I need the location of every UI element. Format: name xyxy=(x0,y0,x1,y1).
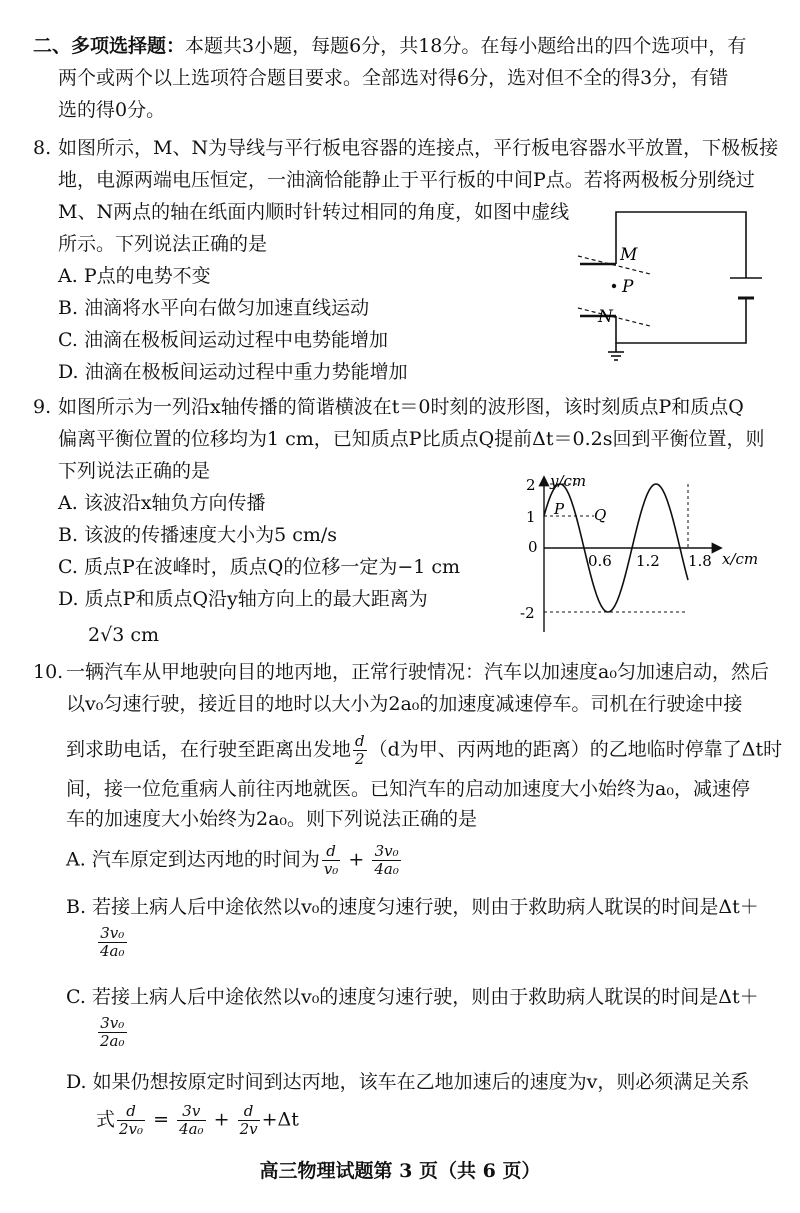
operator: = xyxy=(153,1108,170,1131)
option-text: 该波沿x轴负方向传播 xyxy=(83,492,266,514)
section-intro-line3: 选的得0分。 xyxy=(58,99,166,121)
q9-stem-line3: 下列说法正确的是 xyxy=(58,460,211,482)
frac-den: 4a₀ xyxy=(179,1120,204,1138)
frac-den: 2v xyxy=(239,1120,258,1138)
option-text: 汽车原定到达丙地的时间为 xyxy=(91,848,320,871)
capacitor-circuit-figure xyxy=(570,198,770,368)
q10-stem-line2: 以v₀匀速行驶，接近目的地时以大小为2a₀的加速度减速停车。司机在行驶途中接 xyxy=(66,693,743,715)
fraction xyxy=(98,1015,127,1050)
option-text: 质点P和质点Q沿y轴方向上的最大距离为 xyxy=(84,588,428,610)
q10-stem-line5: 车的加速度大小始终为2a₀。则下列说法正确的是 xyxy=(66,808,478,830)
origin-label: 0 xyxy=(528,538,538,556)
fraction xyxy=(117,1103,145,1138)
bottom-wire xyxy=(616,298,746,343)
q8-option-a xyxy=(58,262,211,291)
option-text: 该波的传播速度大小为5 cm/s xyxy=(84,524,338,546)
frac-num: d xyxy=(322,843,341,861)
q10-option-c xyxy=(66,983,759,1012)
q10-option-c-frac xyxy=(96,1015,129,1050)
option-label: B. xyxy=(66,896,87,918)
ytick-2: 2 xyxy=(526,476,536,494)
q8-stem-line3: M、N两点的轴在纸面内顺时针转过相同的角度，如图中虚线 xyxy=(58,201,570,223)
option-label: C. xyxy=(58,556,78,578)
fraction xyxy=(238,1103,260,1138)
q8-stem-line4: 所示。下列说法正确的是 xyxy=(58,233,268,255)
frac-num: 3v₀ xyxy=(372,843,401,861)
frac-den: 4a₀ xyxy=(374,860,399,878)
frac-num: 3v xyxy=(177,1103,206,1121)
frac-num: 3v₀ xyxy=(98,925,127,943)
q10-option-a xyxy=(66,843,403,878)
point-p-label: P xyxy=(554,500,565,518)
q8-option-b xyxy=(58,294,369,323)
label-n: N xyxy=(598,307,613,327)
option-text: 若接上病人后中途依然以v₀的速度匀速行驶，则由于救助病人耽误的时间是Δt＋ xyxy=(91,986,759,1008)
q10-stem-line4: 间，接一位危重病人前往丙地就医。已知汽车的启动加速度大小始终为a₀，减速停 xyxy=(66,778,750,800)
frac-den: 2a₀ xyxy=(100,1032,125,1050)
frac-num: 3v₀ xyxy=(98,1015,127,1033)
point-q-label: Q xyxy=(594,506,607,524)
option-text: P点的电势不变 xyxy=(83,265,211,287)
option-label: D. xyxy=(58,588,79,610)
q8-option-d xyxy=(58,358,408,387)
frac-den: 4a₀ xyxy=(100,942,125,960)
x-axis-label: x/cm xyxy=(722,550,759,568)
q9-number: 9. xyxy=(33,396,52,418)
stem-text: 到求助电话，在行驶至距离出发地 xyxy=(66,738,352,761)
section-title: 二、多项选择题： xyxy=(33,35,186,57)
q9-option-a xyxy=(58,489,266,518)
label-p: P xyxy=(622,277,634,297)
frac-den: 2v₀ xyxy=(119,1120,144,1138)
q8-stem-line1: 如图所示，M、N为导线与平行板电容器的连接点，平行板电容器水平放置，下极板接 xyxy=(58,137,779,159)
option-text: 油滴在极板间运动过程中电势能增加 xyxy=(83,329,388,351)
q10-option-d-formula xyxy=(96,1103,299,1138)
q10-stem-line1: 一辆汽车从甲地驶向目的地丙地，正常行驶情况：汽车以加速度a₀匀加速启动，然后 xyxy=(66,661,769,683)
q10-stem-line3 xyxy=(66,733,782,768)
label-m: M xyxy=(620,245,638,265)
section-header xyxy=(33,32,746,61)
stem-text: （d为甲、丙两地的距离）的乙地临时停靠了Δt时 xyxy=(368,738,783,761)
q9-stem-line2: 偏离平衡位置的位移均为1 cm，已知质点P比质点Q提前Δt＝0.2s回到平衡位置，则 xyxy=(58,428,765,450)
q9-stem-line1: 如图所示为一列沿x轴传播的简谐横波在t＝0时刻的波形图，该时刻质点P和质点Q xyxy=(58,396,744,418)
q8-stem-line2: 地，电源两端电压恒定，一油滴恰能静止于平行板的中间P点。若将两极板分别绕过 xyxy=(58,169,755,191)
option-label: A. xyxy=(58,265,78,287)
ytick-1: 1 xyxy=(526,508,536,526)
frac-num: d xyxy=(355,732,365,750)
option-label: D. xyxy=(58,361,79,383)
xtick-18: 1.8 xyxy=(688,552,712,570)
option-text: 油滴将水平向右做匀加速直线运动 xyxy=(84,297,370,319)
q10-number: 10. xyxy=(33,661,64,683)
page-footer: 高三物理试题第 3 页（共 6 页） xyxy=(259,1160,541,1182)
xtick-06: 0.6 xyxy=(588,552,612,570)
option-text: 质点P在波峰时，质点Q的位移一定为−1 cm xyxy=(83,556,461,578)
option-label: D. xyxy=(66,1071,87,1093)
option-text: 若接上病人后中途依然以v₀的速度匀速行驶，则由于救助病人耽误的时间是Δt＋ xyxy=(92,896,759,918)
q10-option-b-frac xyxy=(96,925,129,960)
option-label: B. xyxy=(58,524,79,546)
q9-option-d-value: 2√3 cm xyxy=(88,624,159,646)
q8-option-c xyxy=(58,326,388,355)
section-intro-line2: 两个或两个以上选项符合题目要求。全部选对得6分，选对但不全的得3分，有错 xyxy=(58,67,729,89)
frac-den: v₀ xyxy=(323,860,339,878)
q9-option-c xyxy=(58,553,460,582)
fraction xyxy=(98,925,127,960)
formula-prefix: 式 xyxy=(96,1108,116,1131)
option-label: B. xyxy=(58,297,79,319)
fraction xyxy=(372,843,401,878)
q10-option-d xyxy=(66,1068,749,1097)
xtick-12: 1.2 xyxy=(636,552,660,570)
section-intro-line1: 本题共3小题，每题6分，共18分。在每小题给出的四个选项中，有 xyxy=(185,35,747,57)
frac-den: 2 xyxy=(355,750,365,768)
y-axis-label: y/cm xyxy=(550,472,587,490)
option-text: 如果仍想按原定时间到达丙地，该车在乙地加速后的速度为v，则必须满足关系 xyxy=(92,1071,750,1093)
option-label: A. xyxy=(58,492,78,514)
frac-num: d xyxy=(117,1103,145,1121)
formula-tail: +Δt xyxy=(261,1108,299,1131)
operator: + xyxy=(348,848,365,871)
option-label: C. xyxy=(58,329,78,351)
option-text: 油滴在极板间运动过程中重力势能增加 xyxy=(84,361,408,383)
q9-option-d xyxy=(58,585,428,614)
point-p-dot xyxy=(612,284,616,288)
q10-option-b xyxy=(66,893,759,922)
fraction-d-over-2 xyxy=(353,733,367,768)
option-label: C. xyxy=(66,986,86,1008)
fraction xyxy=(322,843,341,878)
option-label: A. xyxy=(66,848,86,871)
q9-option-b xyxy=(58,521,337,550)
operator: + xyxy=(213,1108,230,1131)
frac-num: d xyxy=(238,1103,260,1121)
q8-number: 8. xyxy=(33,137,52,159)
fraction xyxy=(177,1103,206,1138)
ytick-neg2: -2 xyxy=(520,604,535,622)
wave-figure xyxy=(510,472,780,640)
